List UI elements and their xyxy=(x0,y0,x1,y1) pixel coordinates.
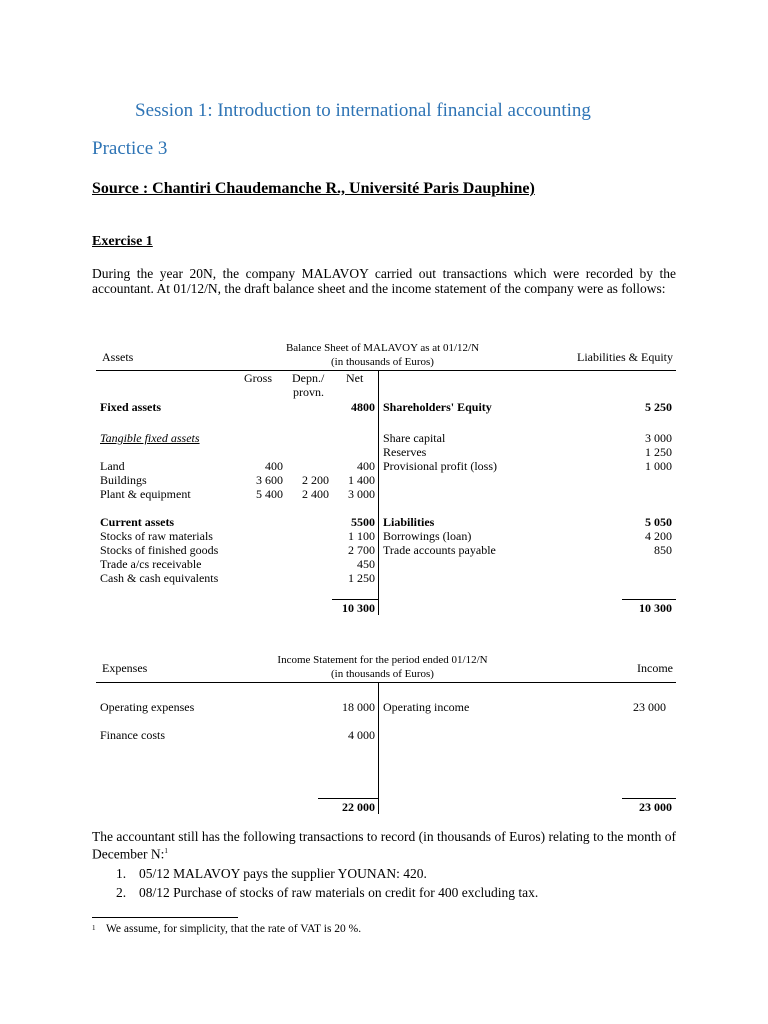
bs-equity-item-label: Provisional profit (loss) xyxy=(383,459,497,473)
bs-current-asset-label: Cash & cash equivalents xyxy=(100,571,219,585)
bs-liability-item-value: 850 xyxy=(654,543,672,557)
bs-current-assets-net: 5500 xyxy=(351,515,375,529)
bs-title-line1: Balance Sheet of MALAVOY as at 01/12/N xyxy=(285,342,480,354)
is-total-expenses: 22 000 xyxy=(342,800,375,814)
bs-current-asset-net: 450 xyxy=(357,557,375,571)
footnote-text: We assume, for simplicity, that the rate of VAT is 20 %. xyxy=(106,923,362,935)
bs-liability-item-label: Borrowings (loan) xyxy=(383,529,472,543)
bs-current-asset-label: Stocks of raw materials xyxy=(100,529,213,543)
intro-paragraph: During the year 20N, the company MALAVOY carried out transactions which were recorded by the accountant. At 01/12/N, the draft balance sheet and the income statement of the company were as follows: xyxy=(92,266,676,296)
bs-equity-item-label: Reserves xyxy=(383,445,427,459)
bs-current-asset-net: 1 250 xyxy=(348,571,375,585)
bs-total-rule-left xyxy=(332,599,378,600)
is-title-line2: (in thousands of Euros) xyxy=(331,668,434,680)
transaction-number: 1. xyxy=(116,866,127,881)
bs-asset-net: 3 000 xyxy=(348,487,375,501)
is-income-header: Income xyxy=(637,661,673,675)
bs-current-assets-label: Current assets xyxy=(100,515,175,529)
session-title: Session 1: Introduction to international financial accounting xyxy=(135,100,591,121)
bs-liabilities-total: 5 050 xyxy=(645,515,672,529)
bs-asset-depn: 2 200 xyxy=(302,473,329,487)
is-title-line1: Income Statement for the period ended 01/12/N xyxy=(277,654,488,666)
bs-equity-item-label: Share capital xyxy=(383,431,446,445)
transaction-text: 05/12 MALAVOY pays the supplier YOUNAN: 420. xyxy=(139,866,427,881)
is-expense-label: Finance costs xyxy=(100,728,165,742)
footnote-mark: 1 xyxy=(92,924,96,932)
bs-total-rule-right xyxy=(622,599,676,600)
transaction-text: 08/12 Purchase of stocks of raw materials on credit for 400 excluding tax. xyxy=(139,885,539,900)
bs-asset-net: 400 xyxy=(357,459,375,473)
bs-current-asset-net: 1 100 xyxy=(348,529,375,543)
footnote-reference[interactable]: 1 xyxy=(164,847,168,855)
bs-liabilities-header: Liabilities & Equity xyxy=(577,350,673,364)
followup-paragraph xyxy=(92,829,676,862)
is-income-label: Operating income xyxy=(383,700,470,714)
bs-asset-label: Buildings xyxy=(100,473,147,487)
bs-col-depn: Depn./ xyxy=(292,371,325,385)
bs-equity-label: Shareholders' Equity xyxy=(383,400,492,414)
bs-asset-depn: 2 400 xyxy=(302,487,329,501)
bs-total-assets: 10 300 xyxy=(342,601,375,615)
is-expense-value: 18 000 xyxy=(342,700,375,714)
bs-fixed-assets-label: Fixed assets xyxy=(100,400,161,414)
bs-assets-header: Assets xyxy=(102,350,134,364)
bs-current-asset-label: Stocks of finished goods xyxy=(100,543,219,557)
bs-asset-gross: 5 400 xyxy=(256,487,283,501)
is-total-income: 23 000 xyxy=(639,800,672,814)
exercise-title: Exercise 1 xyxy=(92,234,153,249)
bs-asset-gross: 400 xyxy=(265,459,283,473)
bs-equity-item-value: 1 250 xyxy=(645,445,672,459)
is-expenses-header: Expenses xyxy=(102,661,148,675)
is-expense-value: 4 000 xyxy=(348,728,375,742)
bs-col-provn: provn. xyxy=(293,385,324,399)
bs-tangible-label: Tangible fixed assets xyxy=(100,431,200,445)
bs-liability-item-label: Trade accounts payable xyxy=(383,543,496,557)
is-income-value: 23 000 xyxy=(633,700,666,714)
bs-asset-label: Land xyxy=(100,459,125,473)
followup-text: The accountant still has the following transactions to record (in thousands of Euros) relating to the month of December N: xyxy=(92,829,676,862)
bs-liability-item-value: 4 200 xyxy=(645,529,672,543)
bs-equity-item-value: 1 000 xyxy=(645,459,672,473)
bs-current-asset-net: 2 700 xyxy=(348,543,375,557)
bs-asset-gross: 3 600 xyxy=(256,473,283,487)
bs-current-asset-label: Trade a/cs receivable xyxy=(100,557,202,571)
is-total-rule-left xyxy=(318,798,378,799)
is-total-rule-right xyxy=(622,798,676,799)
bs-top-rule xyxy=(96,370,676,371)
bs-center-rule xyxy=(378,370,379,615)
bs-total-liabilities: 10 300 xyxy=(639,601,672,615)
source-line: Source : Chantiri Chaudemanche R., Université Paris Dauphine) xyxy=(92,180,535,197)
practice-title: Practice 3 xyxy=(92,138,168,159)
is-top-rule xyxy=(96,682,676,683)
is-center-rule xyxy=(378,682,379,814)
bs-col-net: Net xyxy=(346,371,364,385)
bs-col-gross: Gross xyxy=(244,371,273,385)
bs-fixed-assets-net: 4800 xyxy=(351,400,375,414)
bs-title-line2: (in thousands of Euros) xyxy=(331,356,434,368)
footnote-separator xyxy=(92,917,238,918)
is-expense-label: Operating expenses xyxy=(100,700,195,714)
bs-liabilities-label: Liabilities xyxy=(383,515,435,529)
bs-equity-item-value: 3 000 xyxy=(645,431,672,445)
bs-asset-label: Plant & equipment xyxy=(100,487,191,501)
bs-asset-net: 1 400 xyxy=(348,473,375,487)
transaction-number: 2. xyxy=(116,885,127,900)
bs-equity-total: 5 250 xyxy=(645,400,672,414)
